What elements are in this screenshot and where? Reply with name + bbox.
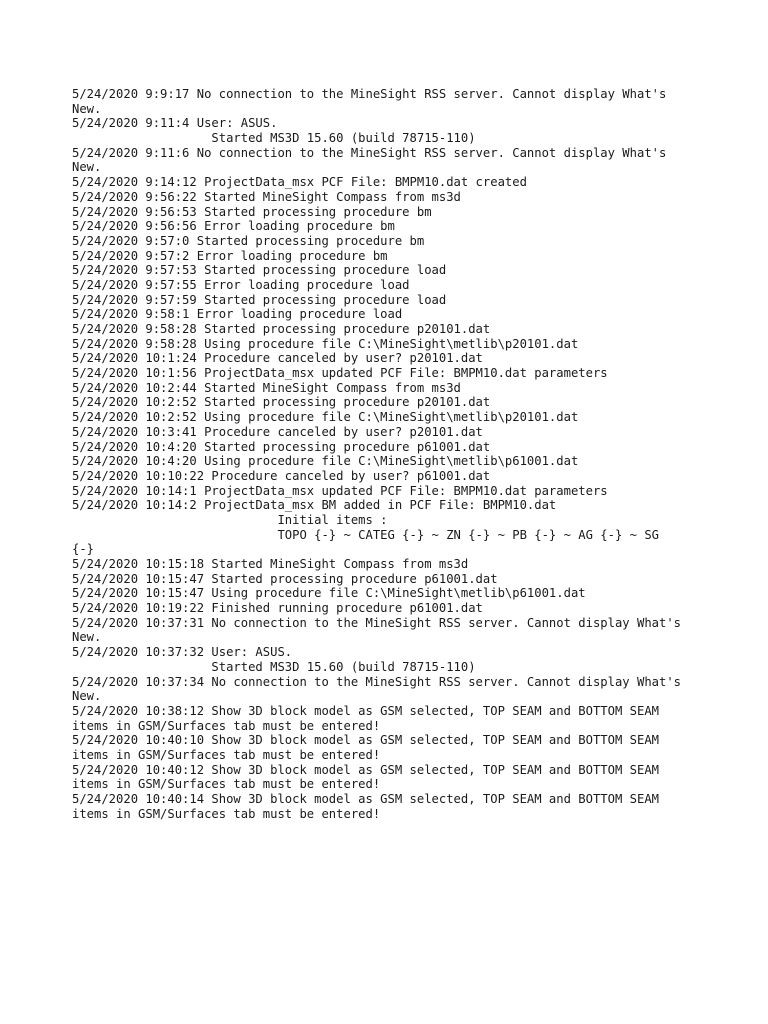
log-line: 5/24/2020 9:58:28 Started processing procedure p20101.dat [72,322,491,336]
log-line: 5/24/2020 9:57:59 Started processing procedure load [72,292,447,307]
log-line: 5/24/2020 9:56:22 Started MineSight Compass from ms3d [72,189,461,204]
log-line: 5/24/2020 10:40:14 Show 3D block model as GSM selected, TOP SEAM and BOTTOM SEAM [72,792,659,806]
log-line: 5/24/2020 10:2:52 Started processing procedure p20101.dat [72,395,491,410]
log-line: 5/24/2020 9:11:4 User: ASUS. [72,116,278,131]
log-line: 5/24/2020 9:56:53 Started processing procedure bm [72,204,432,219]
log-line: 5/24/2020 10:37:34 No connection to the MineSight RSS server. Cannot display What's [72,674,682,689]
log-line: 5/24/2020 9:14:12 ProjectData_msx PCF File: BMPM10.dat created [72,175,527,190]
log-line: 5/24/2020 10:40:12 Show 3D block model as GSM selected, TOP SEAM and BOTTOM SEAM [72,762,659,777]
log-line: 5/24/2020 10:37:31 No connection to the MineSight RSS server. Cannot display What's [72,615,682,630]
log-line: 5/24/2020 10:15:47 Started processing procedure p61001.dat [72,571,498,586]
log-line: New. [72,101,102,116]
log-line: 5/24/2020 9:57:0 Started processing procedure bm [72,233,425,248]
log-line: 5/24/2020 10:2:44 Started MineSight Compass from ms3d [72,380,461,395]
log-line: 5/24/2020 9:9:17 No connection to the MineSight RSS server. Cannot display What's [72,87,667,101]
log-line: 5/24/2020 10:15:47 Using procedure file C:\MineSight\metlib\p61001.dat [72,586,586,601]
log-line: 5/24/2020 10:1:24 Procedure canceled by user? p20101.dat [72,351,483,366]
log-line: 5/24/2020 10:1:56 ProjectData_msx updated PCF File: BMPM10.dat parameters [72,366,608,381]
log-line: 5/24/2020 10:10:22 Procedure canceled by user? p61001.dat [72,468,491,483]
log-line: New. [72,689,102,704]
log-line: {-} [72,542,95,557]
log-line: 5/24/2020 10:14:2 ProjectData_msx BM added in PCF File: BMPM10.dat [72,498,557,513]
log-line: New. [72,630,102,645]
log-line: 5/24/2020 10:3:41 Procedure canceled by user? p20101.dat [72,424,483,439]
log-line: items in GSM/Surfaces tab must be entered! [72,806,381,821]
log-line: Initial items : [72,512,388,527]
log-line: 5/24/2020 10:4:20 Started processing procedure p61001.dat [72,439,491,454]
log-line: 5/24/2020 9:56:56 Error loading procedure bm [72,219,395,234]
log-line: 5/24/2020 9:57:2 Error loading procedure bm [72,248,388,263]
log-line: Started MS3D 15.60 (build 78715-110) [72,131,476,146]
log-line: 5/24/2020 9:57:55 Error loading procedure load [72,277,410,292]
log-line: Started MS3D 15.60 (build 78715-110) [72,659,476,674]
log-line: 5/24/2020 9:58:1 Error loading procedure load [72,307,403,322]
log-line: New. [72,160,102,175]
log-line: items in GSM/Surfaces tab must be entered! [72,747,381,762]
log-line: items in GSM/Surfaces tab must be entered! [72,777,381,792]
log-line: 5/24/2020 10:37:32 User: ASUS. [72,645,293,660]
log-line: 5/24/2020 9:57:53 Started processing procedure load [72,263,447,278]
log-line: 5/24/2020 10:40:10 Show 3D block model as GSM selected, TOP SEAM and BOTTOM SEAM [72,733,659,748]
log-line: TOPO {-} ~ CATEG {-} ~ ZN {-} ~ PB {-} ~ AG {-} ~ SG [72,527,659,542]
log-line: 5/24/2020 9:58:28 Using procedure file C:\MineSight\metlib\p20101.dat [72,336,579,351]
log-line: 5/24/2020 10:19:22 Finished running procedure p61001.dat [72,601,483,616]
log-text [72,87,712,821]
log-line: 5/24/2020 10:38:12 Show 3D block model as GSM selected, TOP SEAM and BOTTOM SEAM [72,703,659,718]
log-line: 5/24/2020 10:4:20 Using procedure file C:\MineSight\metlib\p61001.dat [72,454,579,469]
log-line: items in GSM/Surfaces tab must be entered! [72,718,381,733]
log-line: 5/24/2020 10:15:18 Started MineSight Compass from ms3d [72,557,469,571]
log-line: 5/24/2020 10:14:1 ProjectData_msx updated PCF File: BMPM10.dat parameters [72,483,608,498]
log-line: 5/24/2020 9:11:6 No connection to the MineSight RSS server. Cannot display What's [72,145,667,160]
log-line: 5/24/2020 10:2:52 Using procedure file C:\MineSight\metlib\p20101.dat [72,410,579,425]
